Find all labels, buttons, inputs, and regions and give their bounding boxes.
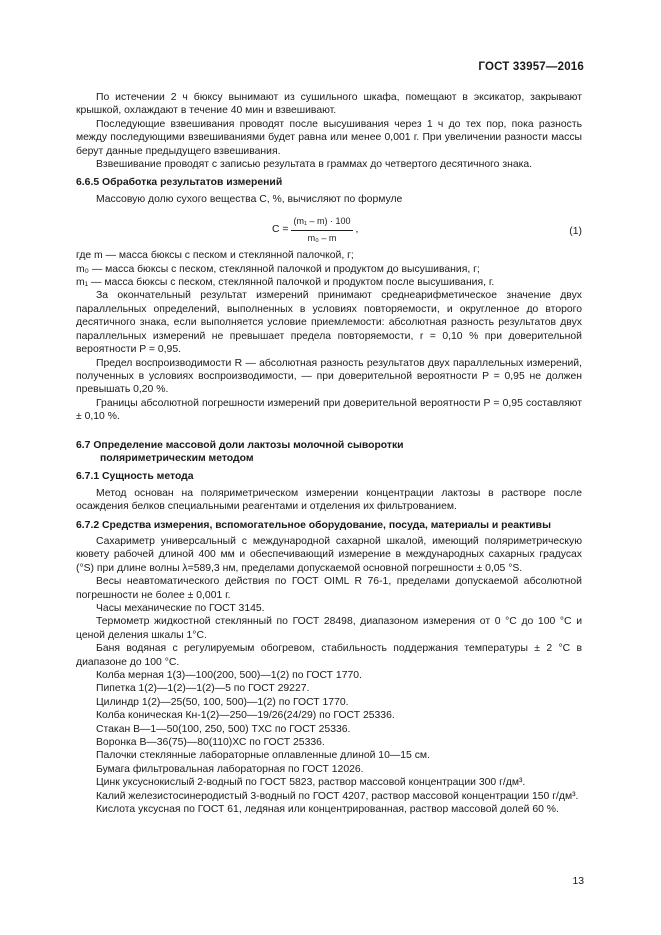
page-number: 13 — [572, 876, 584, 887]
section-heading-6-7: 6.7 Определение массовой доли лактозы молочной сыворотки — [76, 439, 404, 451]
list-item: Колба коническая Кн-1(2)—250—19/26(24/29) по ГОСТ 25336. — [96, 710, 395, 722]
standard-header: ГОСТ 33957—2016 — [478, 61, 584, 73]
legend-item: где m — масса бюксы с песком и стеклянной палочкой, г; — [76, 250, 354, 262]
list-item: Воронка В—36(75)—80(110)ХС по ГОСТ 25336. — [96, 737, 325, 749]
formula-denominator: m₀ – m — [307, 232, 337, 243]
section-heading-6-6-5: 6.6.5 Обработка результатов измерений — [76, 177, 283, 189]
paragraph: Взвешивание проводят с записью результата в граммах до четвертого десятичного знака. — [96, 159, 533, 171]
document-body — [76, 91, 582, 817]
paragraph: Границы абсолютной погрешности измерений при доверительной вероятности P = 0,95 составляют ± 0,10 %. — [76, 397, 582, 423]
list-item: Колба мерная 1(3)—100(200, 500)—1(2) по ГОСТ 1770. — [96, 670, 362, 682]
paragraph: За окончательный результат измерений принимают среднеарифметическое значение двух параллельных определений, выполненных в условиях повторяемости, и округленное до второго десятичного знака, если выполняется условие приемлемости: абсолютная разность результатов двух параллельных измерений не превышает предела повторяемости, r = 0,10 % при доверительной вероятности P = 0,95. — [76, 290, 582, 356]
section-heading-6-7-2: 6.7.2 Средства измерения, вспомогательное оборудование, посуда, материалы и реактивы — [76, 519, 551, 531]
list-item: Пипетка 1(2)—1(2)—1(2)—5 по ГОСТ 29227. — [96, 683, 310, 695]
paragraph: Баня водяная с регулируемым обогревом, стабильность поддержания температуры ± 2 °С в диапазоне до 100 °С. — [76, 643, 582, 668]
list-item: Калий железистосинеродистый 3-водный по ГОСТ 4207, раствор массовой концентрации 150 г/дм³. — [96, 790, 579, 802]
formula-tail: , — [355, 224, 359, 236]
paragraph: Весы неавтоматического действия по ГОСТ OIML R 76-1, пределами допускаемой абсолютной погрешности не более ± 0,001 г. — [76, 576, 582, 601]
paragraph: По истечении 2 ч бюксу вынимают из сушильного шкафа, помещают в эксикатор, закрывают крышкой, охлаждают в течение 40 мин и взвешивают. — [76, 92, 582, 117]
list-item: Палочки стеклянные лабораторные оплавленные длиной 10—15 см. — [96, 750, 430, 762]
paragraph: Часы механические по ГОСТ 3145. — [96, 603, 265, 614]
paragraph: Предел воспроизводимости R — абсолютная разность результатов двух параллельных измерений, полученных в условиях воспроизводимости, — при доверительной вероятности P = 0,95 не должен превышать 0,20 %. — [76, 357, 582, 396]
formula-fraction — [291, 215, 352, 245]
paragraph: Метод основан на поляриметрическом измерении концентрации лактозы в растворе после осаждения белков специальными реагентами и отделения их фильтрованием. — [76, 487, 582, 513]
formula-block — [76, 209, 582, 249]
section-heading-6-7-cont: поляриметрическим методом — [100, 452, 254, 464]
list-item: Цинк уксуснокислый 2-водный по ГОСТ 5823, раствор массовой концентрации 300 г/дм³. — [96, 777, 526, 789]
list-item: Стакан В—1—50(100, 250, 500) ТХС по ГОСТ 25336. — [96, 723, 351, 735]
equation-number: (1) — [569, 226, 582, 238]
formula-legend — [76, 249, 582, 289]
paragraph: Массовую долю сухого вещества C, %, вычисляют по формуле — [96, 193, 403, 205]
formula-numerator: (m₁ – m) · 100 — [291, 215, 352, 230]
paragraph: Сахариметр универсальный с международной сахарной шкалой, имеющий поляриметрическую кювету рабочей длиной 400 мм и обеспечивающий измерение в международных сахарных градусах (°S) при длине волны λ=589,3 нм, пределами допускаемой основной погрешности ± 0,05 °S. — [76, 535, 582, 574]
formula — [272, 215, 358, 245]
section-heading-6-7-1: 6.7.1 Сущность метода — [76, 471, 194, 483]
legend-item: m₁ — масса бюксы с песком, стеклянной палочкой и продуктом после высушивания, г. — [76, 277, 495, 289]
paragraph: Последующие взвешивания проводят после высушивания через 1 ч до тех пор, пока разность между последующими взвешиваниями будет равна или менее 0,001 г. При увеличении разности массы берут данные предыдущего взвешивания. — [76, 118, 582, 157]
legend-item: m₀ — масса бюксы с песком, стеклянной палочкой и продуктом до высушивания, г; — [76, 263, 480, 275]
list-item: Цилиндр 1(2)—25(50, 100, 500)—1(2) по ГОСТ 1770. — [96, 696, 349, 708]
paragraph: Термометр жидкостной стеклянный по ГОСТ 28498, диапазоном измерения от 0 °С до 100 °С и ценой деления шкалы 1°С. — [76, 616, 582, 641]
list-item: Кислота уксусная по ГОСТ 61, ледяная или концентрированная, раствор массовой долей 60 %. — [96, 804, 559, 816]
list-item: Бумага фильтровальная лабораторная по ГОСТ 12026. — [96, 763, 364, 775]
formula-lhs: C = — [272, 224, 289, 236]
